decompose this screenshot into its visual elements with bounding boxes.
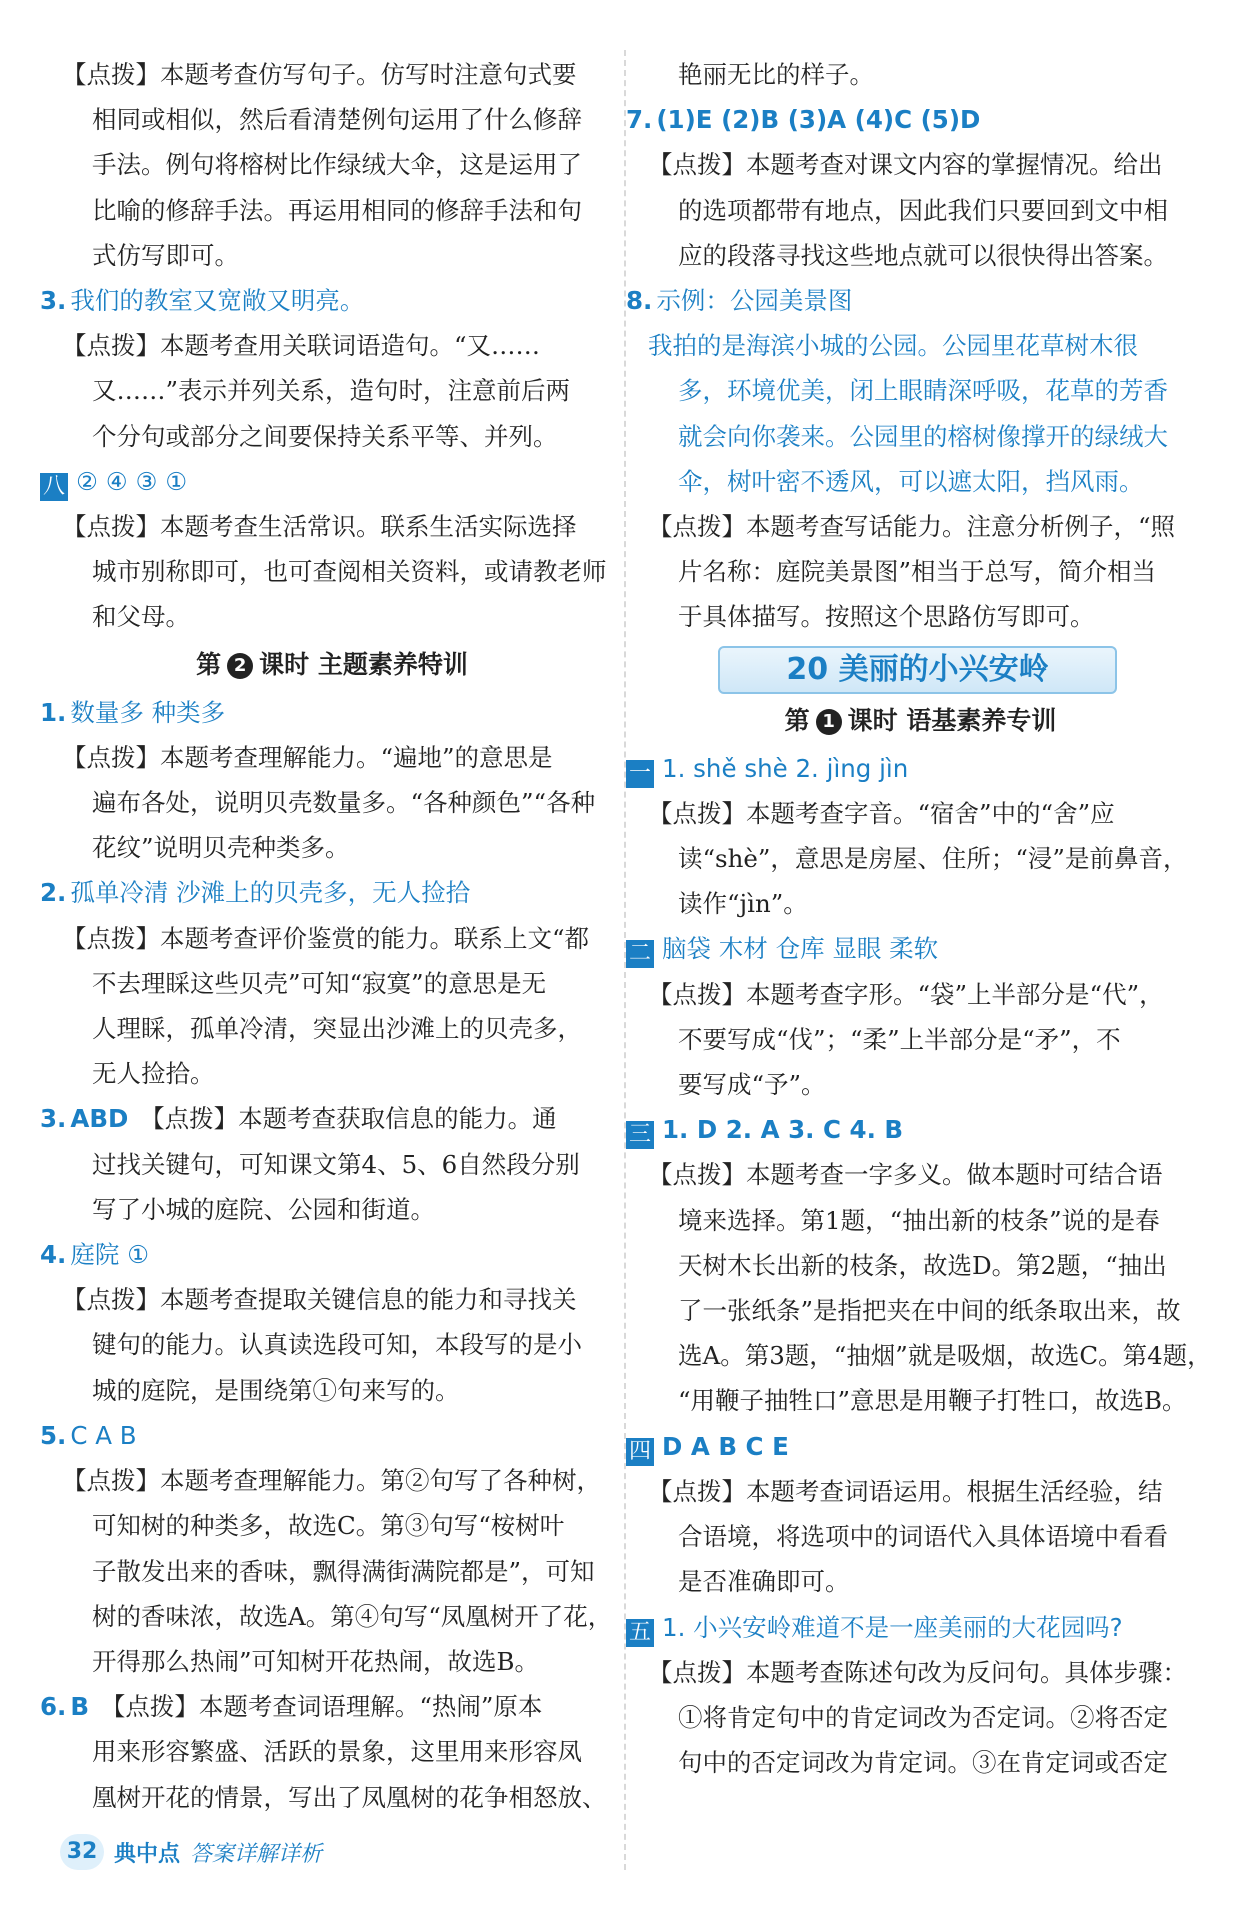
text-line: 用来形容繁盛、活跃的景象，这里用来形容凤 [92, 1737, 582, 1767]
lesson-1-heading: 第 1 课时 语基素养专训 [784, 705, 1057, 735]
section-5-badge: 五 [626, 1619, 654, 1647]
text-line: 句中的否定词改为肯定词。③在肯定词或否定 [678, 1748, 1168, 1778]
answer-8: 8. 示例：公园美景图 [626, 286, 853, 316]
text-line: 城市别称即可，也可查阅相关资料，或请教老师 [92, 557, 607, 587]
section-1-answer: 一 1. shě shè 2. jìng jìn [626, 746, 1193, 791]
page-number: 32 [60, 1834, 104, 1870]
answer-p4: 4. 庭院 ① [40, 1240, 150, 1270]
text-line: 和父母。 [92, 602, 190, 632]
section-4-answer: 四 D A B C E [626, 1424, 1193, 1469]
answer-text-line: 我拍的是海滨小城的公园。公园里花草树木很 [648, 331, 1138, 361]
text-line: 合语境，将选项中的词语代入具体语境中看看 [678, 1522, 1168, 1552]
answer-text-line: 就会向你袭来。公园里的榕树像撑开的绿绒大 [678, 421, 1168, 451]
section-3-answer: 三 1. D 2. A 3. C 4. B [626, 1107, 1193, 1152]
footer-subtitle: 答案详解详析 [190, 1841, 323, 1867]
text-line: 艳丽无比的样子。 [678, 60, 874, 89]
text-line: 不要写成“伐”；“柔”上半部分是“矛”，不 [678, 1024, 1121, 1054]
text-line: 了一张纸条”是指把夹在中间的纸条取出来，故 [678, 1296, 1181, 1326]
answer-p5: 5. C A B [40, 1420, 137, 1450]
section-4-badge: 四 [626, 1438, 654, 1466]
text-line: 【点拨】本题考查用关联词语造句。“又…… [62, 331, 541, 361]
answer-p1: 1. 数量多 种类多 [40, 697, 226, 727]
text-line: 过找关键句，可知课文第4、5、6自然段分别 [92, 1149, 580, 1179]
text-line: 树的香味浓，故选A。第④句写“凤凰树开了花， [92, 1601, 613, 1631]
text-line: 凰树开花的情景，写出了凤凰树的花争相怒放、 [92, 1782, 607, 1812]
left-column [40, 52, 613, 1820]
text-line: “用鞭子抽牲口”意思是用鞭子打牲口，故选B。 [678, 1386, 1187, 1416]
text-line: 【点拨】本题考查陈述句改为反问句。具体步骤： [648, 1657, 1187, 1687]
answer-text-line: 多，环境优美，闭上眼睛深呼吸，花草的芳香 [678, 376, 1168, 406]
lesson-2-heading: 第 2 课时 主题素养特训 [196, 649, 468, 679]
section-3-badge: 三 [626, 1121, 654, 1149]
text-line: 【点拨】本题考查一字多义。做本题时可结合语 [648, 1160, 1163, 1190]
text-line: ①将肯定句中的肯定词改为否定词。②将否定 [678, 1702, 1168, 1732]
section-8-answer: 八 ② ④ ③ ① [40, 459, 602, 504]
right-column [626, 52, 1212, 1785]
text-line: 手法。例句将榕树比作绿绒大伞，这是运用了 [92, 150, 582, 180]
text-line: 花纹”说明贝壳种类多。 [92, 833, 350, 863]
lesson-title-banner: 20 美丽的小兴安岭 [718, 646, 1117, 694]
section-2-answer: 二 脑袋 木材 仓库 显眼 柔软 [626, 926, 1193, 971]
page-footer [60, 1832, 322, 1872]
answer-p6: 6. B 【点拨】本题考查词语理解。“热闹”原本 [40, 1692, 543, 1722]
text-line: 不去理睬这些贝壳”可知“寂寞”的意思是无 [92, 968, 547, 998]
text-line: 读作“jìn”。 [678, 889, 808, 919]
text-line: 要写成“予”。 [678, 1070, 826, 1100]
text-line: 【点拨】本题考查仿写句子。仿写时注意句式要 [62, 60, 577, 89]
section-2-badge: 二 [626, 940, 654, 968]
answer-p3: 3. ABD 【点拨】本题考查获取信息的能力。通 [40, 1104, 557, 1134]
text-line: 【点拨】本题考查字形。“袋”上半部分是“代”， [648, 979, 1164, 1009]
text-line: 【点拨】本题考查理解能力。“遍地”的意思是 [62, 742, 553, 772]
answer-p2: 2. 孤单冷清 沙滩上的贝壳多，无人捡拾 [40, 878, 471, 908]
brand-logo: 典中点 [114, 1841, 181, 1867]
text-line: 读“shè”，意思是房屋、住所；“浸”是前鼻音， [678, 844, 1188, 874]
lesson-number-badge: 1 [816, 709, 842, 735]
text-line: 城的庭院，是围绕第①句来写的。 [92, 1375, 460, 1405]
text-line: 键句的能力。认真读选段可知，本段写的是小 [92, 1330, 582, 1360]
text-line: 【点拨】本题考查对课文内容的掌握情况。给出 [648, 150, 1163, 180]
text-line: 是否准确即可。 [678, 1567, 850, 1597]
text-line: 【点拨】本题考查写话能力。注意分析例子，“照 [648, 512, 1176, 542]
text-line: 境来选择。第1题，“抽出新的枝条”说的是春 [678, 1205, 1160, 1235]
text-line: 【点拨】本题考查字音。“宿舍”中的“舍”应 [648, 798, 1115, 828]
text-line: 选A。第3题，“抽烟”就是吸烟，故选C。第4题， [678, 1341, 1212, 1371]
text-line: 子散发出来的香味，飘得满街满院都是”，可知 [92, 1556, 595, 1586]
text-line: 于具体描写。按照这个思路仿写即可。 [678, 602, 1095, 632]
answer-7: 7. (1)E (2)B (3)A (4)C (5)D [626, 105, 981, 135]
text-line: 开得那么热闹”可知树开花热闹，故选B。 [92, 1646, 540, 1676]
text-line: 【点拨】本题考查提取关键信息的能力和寻找关 [62, 1285, 577, 1315]
answer-3: 3. 我们的教室又宽敞又明亮。 [40, 286, 365, 316]
text-line: 写了小城的庭院、公园和街道。 [92, 1194, 435, 1224]
text-line: 【点拨】本题考查评价鉴赏的能力。联系上文“都 [62, 923, 590, 953]
text-line: 【点拨】本题考查生活常识。联系生活实际选择 [62, 512, 577, 542]
text-line: 【点拨】本题考查理解能力。第②句写了各种树， [62, 1466, 601, 1496]
text-line: 个分句或部分之间要保持关系平等、并列。 [92, 421, 558, 451]
text-line: 式仿写即可。 [92, 240, 239, 270]
lesson-number-badge: 2 [227, 653, 253, 679]
text-line: 又……”表示并列关系，造句时，注意前后两 [92, 376, 571, 406]
section-8-badge: 八 [40, 473, 68, 501]
text-line: 天树木长出新的枝条，故选D。第2题，“抽出 [678, 1250, 1167, 1280]
text-line: 相同或相似，然后看清楚例句运用了什么修辞 [92, 105, 582, 135]
text-line: 比喻的修辞手法。再运用相同的修辞手法和句 [92, 195, 582, 225]
text-line: 片名称：庭院美景图”相当于总写，简介相当 [678, 557, 1157, 587]
text-line: 人理睬，孤单冷清，突显出沙滩上的贝壳多， [92, 1014, 582, 1044]
text-line: 应的段落寻找这些地点就可以很快得出答案。 [678, 240, 1168, 270]
section-5-answer: 五 1. 小兴安岭难道不是一座美丽的大花园吗? [626, 1605, 1193, 1650]
text-line: 【点拨】本题考查词语运用。根据生活经验，结 [648, 1476, 1163, 1506]
text-line: 遍布各处，说明贝壳数量多。“各种颜色”“各种 [92, 788, 596, 818]
section-1-badge: 一 [626, 760, 654, 788]
text-line: 无人捡拾。 [92, 1059, 215, 1089]
answer-text-line: 伞，树叶密不透风，可以遮太阳，挡风雨。 [678, 466, 1144, 496]
text-line: 可知树的种类多，故选C。第③句写“桉树叶 [92, 1511, 565, 1541]
text-line: 的选项都带有地点，因此我们只要回到文中相 [678, 195, 1168, 225]
